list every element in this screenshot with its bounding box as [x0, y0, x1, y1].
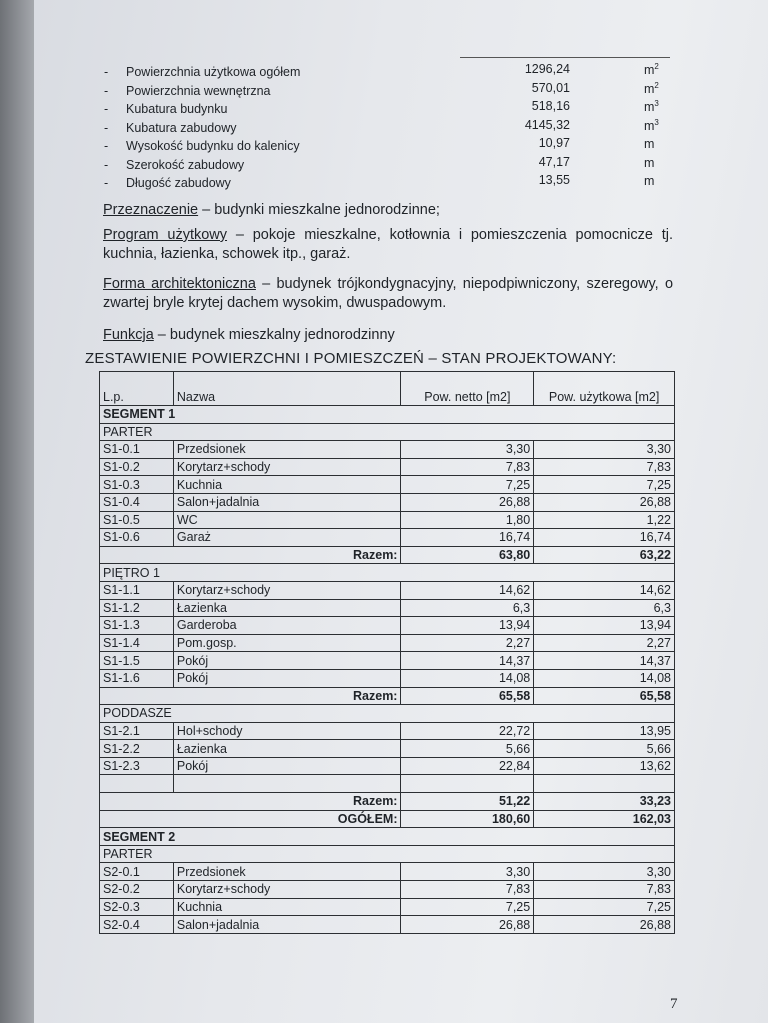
- parameter-row: [104, 173, 674, 192]
- program-paragraph: [103, 226, 673, 264]
- cell-uzytkowa: 6,3: [534, 599, 675, 617]
- bullet-dash: -: [104, 102, 109, 116]
- table-row: [100, 441, 675, 459]
- table-row: [100, 634, 675, 652]
- empty-row: [100, 775, 675, 793]
- cell-uzytkowa: 3,30: [534, 441, 675, 459]
- parameter-unit: $m^2$: [644, 62, 659, 78]
- floor-poddasze-title: PODDASZE: [100, 705, 675, 723]
- cell-netto: 7,83: [401, 881, 534, 899]
- table-row: [100, 458, 675, 476]
- przeznaczenie-term: Przeznaczenie: [103, 202, 199, 218]
- total-sum-uzytkowa: 162,03: [534, 810, 675, 828]
- parameters-list: [104, 62, 674, 192]
- table-row: [100, 740, 675, 758]
- parameter-unit: $m^3$: [644, 99, 659, 115]
- cell-name: Garaż: [173, 529, 401, 547]
- cell-netto: 14,08: [401, 669, 534, 687]
- segment-1-title-row: [100, 406, 675, 424]
- forma-text: – budynek trójkondygnacyjny, niepodpiwniczony, szeregowy, o zwartej bryle krytej dachem wysokim, dwuspadowym.: [103, 276, 674, 311]
- bullet-dash: -: [104, 157, 109, 172]
- cell-lp: S1-0.2: [100, 458, 174, 476]
- cell-name: Łazienka: [173, 740, 401, 758]
- funkcja-term: Funkcja: [103, 327, 154, 343]
- parameter-value: 47,17: [538, 154, 570, 169]
- cell-name: Łazienka: [173, 599, 401, 617]
- parameter-value: 13,55: [538, 173, 570, 187]
- parameter-row: [104, 118, 674, 137]
- cell-name: Salon+jadalnia: [173, 493, 401, 511]
- parameter-row: [104, 155, 674, 174]
- funkcja-paragraph: [103, 326, 673, 345]
- cell-netto: 3,30: [401, 441, 534, 459]
- cell-name: Pom.gosp.: [173, 634, 401, 652]
- page-number: 7: [670, 996, 678, 1012]
- table-row: [100, 476, 675, 494]
- parameter-unit: m: [644, 155, 655, 170]
- floor-parter2-title: PARTER: [100, 845, 675, 863]
- table-header-row: [100, 372, 675, 406]
- table-row: [100, 652, 675, 670]
- table-row: [100, 722, 675, 740]
- parter-sum-label: Razem:: [173, 546, 401, 564]
- table-row: [100, 529, 675, 547]
- table-row: [100, 898, 675, 916]
- cell-uzytkowa: 5,66: [534, 740, 675, 758]
- empty-cell: [401, 775, 534, 793]
- parter-sum-row: [100, 546, 675, 564]
- empty-cell: [173, 775, 401, 793]
- sum-spacer: [100, 810, 174, 828]
- cell-name: Przedsionek: [173, 441, 401, 459]
- sum-spacer: [100, 793, 174, 811]
- cell-lp: S1-1.3: [100, 617, 174, 635]
- floor-pietro-title-row: [100, 564, 675, 582]
- table-row: [100, 881, 675, 899]
- table-row: [100, 511, 675, 529]
- pietro-sum-uzytkowa: 65,58: [534, 687, 675, 705]
- parameter-row: [104, 81, 674, 100]
- poddasze-sum-label: Razem:: [173, 793, 401, 811]
- cell-lp: S2-0.3: [100, 898, 174, 916]
- parameter-row: [104, 99, 674, 118]
- cell-name: Korytarz+schody: [173, 458, 401, 476]
- table-row: [100, 916, 675, 934]
- cell-uzytkowa: 7,25: [534, 476, 675, 494]
- cell-lp: S2-0.4: [100, 916, 174, 934]
- cell-lp: S1-1.5: [100, 652, 174, 670]
- cell-lp: S1-1.1: [100, 581, 174, 599]
- cell-uzytkowa: 26,88: [534, 916, 675, 934]
- parameter-unit: $m^3$: [644, 117, 659, 133]
- cell-uzytkowa: 13,62: [534, 757, 675, 775]
- parameter-value: 10,97: [538, 136, 570, 150]
- floor-parter2-title-row: [100, 845, 675, 863]
- table-row: [100, 581, 675, 599]
- cell-lp: S1-1.4: [100, 634, 174, 652]
- funkcja-text: – budynek mieszkalny jednorodzinny: [153, 327, 395, 343]
- cell-netto: 14,37: [401, 652, 534, 670]
- cell-netto: 26,88: [401, 916, 534, 934]
- parameter-unit: $m^2$: [644, 80, 659, 96]
- cell-uzytkowa: 16,74: [534, 529, 675, 547]
- cell-netto: 22,84: [401, 757, 534, 775]
- cell-netto: 1,80: [401, 511, 534, 529]
- cell-uzytkowa: 14,37: [534, 652, 675, 670]
- table-row: [100, 493, 675, 511]
- segment-2-title-row: [100, 828, 675, 846]
- floor-parter-title: PARTER: [100, 423, 675, 441]
- cell-name: Kuchnia: [173, 476, 401, 494]
- pietro-sum-label: Razem:: [173, 687, 401, 705]
- program-text: – pokoje mieszkalne, kotłownia i pomieszczenia pomocnicze tj. kuchnia, łazienka, schowek itp., garaż.: [103, 227, 673, 262]
- cell-name: Pokój: [173, 652, 401, 670]
- bullet-dash: -: [104, 83, 109, 98]
- floor-poddasze-title-row: [100, 705, 675, 723]
- parameter-label: Długość zabudowy: [126, 176, 231, 190]
- cell-netto: 14,62: [401, 581, 534, 599]
- parameter-value: 4145,32: [524, 117, 570, 132]
- cell-netto: 22,72: [401, 722, 534, 740]
- cell-uzytkowa: 13,94: [534, 617, 675, 635]
- header-netto: Pow. netto [m2]: [401, 372, 534, 406]
- parameter-label: Kubatura budynku: [126, 102, 228, 116]
- parameter-label: Powierzchnia użytkowa ogółem: [126, 65, 301, 79]
- table-row: [100, 669, 675, 687]
- bullet-dash: -: [104, 120, 109, 135]
- cell-uzytkowa: 7,25: [534, 898, 675, 916]
- cell-netto: 7,25: [401, 898, 534, 916]
- cell-name: Korytarz+schody: [173, 881, 401, 899]
- bullet-dash: -: [104, 65, 109, 79]
- parter-sum-netto: 63,80: [401, 546, 534, 564]
- total-sum-netto: 180,60: [401, 810, 534, 828]
- parameter-label: Powierzchnia wewnętrzna: [126, 83, 271, 98]
- cell-netto: 26,88: [401, 493, 534, 511]
- cell-lp: S2-0.1: [100, 863, 174, 881]
- parameter-label: Wysokość budynku do kalenicy: [126, 139, 300, 153]
- cell-lp: S2-0.2: [100, 881, 174, 899]
- cell-netto: 13,94: [401, 617, 534, 635]
- table-row: [100, 617, 675, 635]
- empty-cell: [100, 775, 174, 793]
- forma-paragraph: [103, 275, 673, 313]
- cell-lp: S1-2.2: [100, 740, 174, 758]
- cell-uzytkowa: 3,30: [534, 863, 675, 881]
- cell-uzytkowa: 2,27: [534, 634, 675, 652]
- bullet-dash: -: [104, 176, 109, 190]
- total-sum-label: OGÓŁEM:: [173, 810, 401, 828]
- cell-name: Korytarz+schody: [173, 581, 401, 599]
- cell-lp: S1-1.6: [100, 669, 174, 687]
- segment-2-title: SEGMENT 2: [100, 828, 675, 846]
- total-sum-row: [100, 810, 675, 828]
- cell-lp: S1-0.5: [100, 511, 174, 529]
- przeznaczenie-text: – budynki mieszkalne jednorodzinne;: [198, 202, 440, 218]
- cell-netto: 7,25: [401, 476, 534, 494]
- cell-uzytkowa: 26,88: [534, 493, 675, 511]
- cell-uzytkowa: 7,83: [534, 881, 675, 899]
- floor-pietro-title: PIĘTRO 1: [100, 564, 675, 582]
- forma-term: Forma architektoniczna: [103, 276, 256, 292]
- parameters-top-rule: [460, 57, 670, 58]
- cell-uzytkowa: 14,62: [534, 581, 675, 599]
- parameter-value: 570,01: [531, 80, 570, 95]
- cell-name: Kuchnia: [173, 898, 401, 916]
- cell-uzytkowa: 13,95: [534, 722, 675, 740]
- cell-uzytkowa: 7,83: [534, 458, 675, 476]
- header-lp: L.p.: [100, 372, 174, 406]
- cell-name: Garderoba: [173, 617, 401, 635]
- cell-lp: S1-0.4: [100, 493, 174, 511]
- page-shadow-edge: [0, 0, 34, 1023]
- floor-parter-title-row: [100, 423, 675, 441]
- parameter-value: 1296,24: [524, 62, 570, 76]
- cell-lp: S1-2.1: [100, 722, 174, 740]
- segment-1-title: SEGMENT 1: [100, 406, 675, 424]
- cell-name: Salon+jadalnia: [173, 916, 401, 934]
- areas-table: [99, 371, 675, 934]
- cell-name: Pokój: [173, 669, 401, 687]
- pietro-sum-netto: 65,58: [401, 687, 534, 705]
- program-term: Program użytkowy: [103, 227, 228, 243]
- cell-name: Przedsionek: [173, 863, 401, 881]
- parameter-unit: m: [644, 174, 655, 189]
- parameter-row: [104, 62, 674, 81]
- cell-netto: 6,3: [401, 599, 534, 617]
- poddasze-sum-uzytkowa: 33,23: [534, 793, 675, 811]
- header-name: Nazwa: [173, 372, 401, 406]
- poddasze-sum-netto: 51,22: [401, 793, 534, 811]
- cell-netto: 2,27: [401, 634, 534, 652]
- cell-lp: S1-0.6: [100, 529, 174, 547]
- cell-lp: S1-1.2: [100, 599, 174, 617]
- parameter-unit: m: [644, 137, 655, 152]
- cell-uzytkowa: 1,22: [534, 511, 675, 529]
- parter-sum-uzytkowa: 63,22: [534, 546, 675, 564]
- sum-spacer: [100, 687, 174, 705]
- cell-netto: 5,66: [401, 740, 534, 758]
- table-row: [100, 757, 675, 775]
- pietro-sum-row: [100, 687, 675, 705]
- table-row: [100, 863, 675, 881]
- table-heading: ZESTAWIENIE POWIERZCHNI I POMIESZCZEŃ – STAN PROJEKTOWANY:: [85, 350, 617, 367]
- poddasze-sum-row: [100, 793, 675, 811]
- cell-name: Hol+schody: [173, 722, 401, 740]
- cell-name: WC: [173, 511, 401, 529]
- przeznaczenie-paragraph: [103, 201, 673, 220]
- cell-netto: 16,74: [401, 529, 534, 547]
- parameter-label: Kubatura zabudowy: [126, 120, 237, 135]
- cell-lp: S1-0.1: [100, 441, 174, 459]
- cell-netto: 3,30: [401, 863, 534, 881]
- parameter-row: [104, 136, 674, 155]
- bullet-dash: -: [104, 139, 109, 153]
- cell-lp: S1-2.3: [100, 757, 174, 775]
- header-uzytkowa: Pow. użytkowa [m2]: [534, 372, 675, 406]
- cell-netto: 7,83: [401, 458, 534, 476]
- parameter-value: 518,16: [531, 99, 570, 113]
- sum-spacer: [100, 546, 174, 564]
- empty-cell: [534, 775, 675, 793]
- parameter-label: Szerokość zabudowy: [126, 157, 245, 172]
- cell-uzytkowa: 14,08: [534, 669, 675, 687]
- table-row: [100, 599, 675, 617]
- cell-lp: S1-0.3: [100, 476, 174, 494]
- cell-name: Pokój: [173, 757, 401, 775]
